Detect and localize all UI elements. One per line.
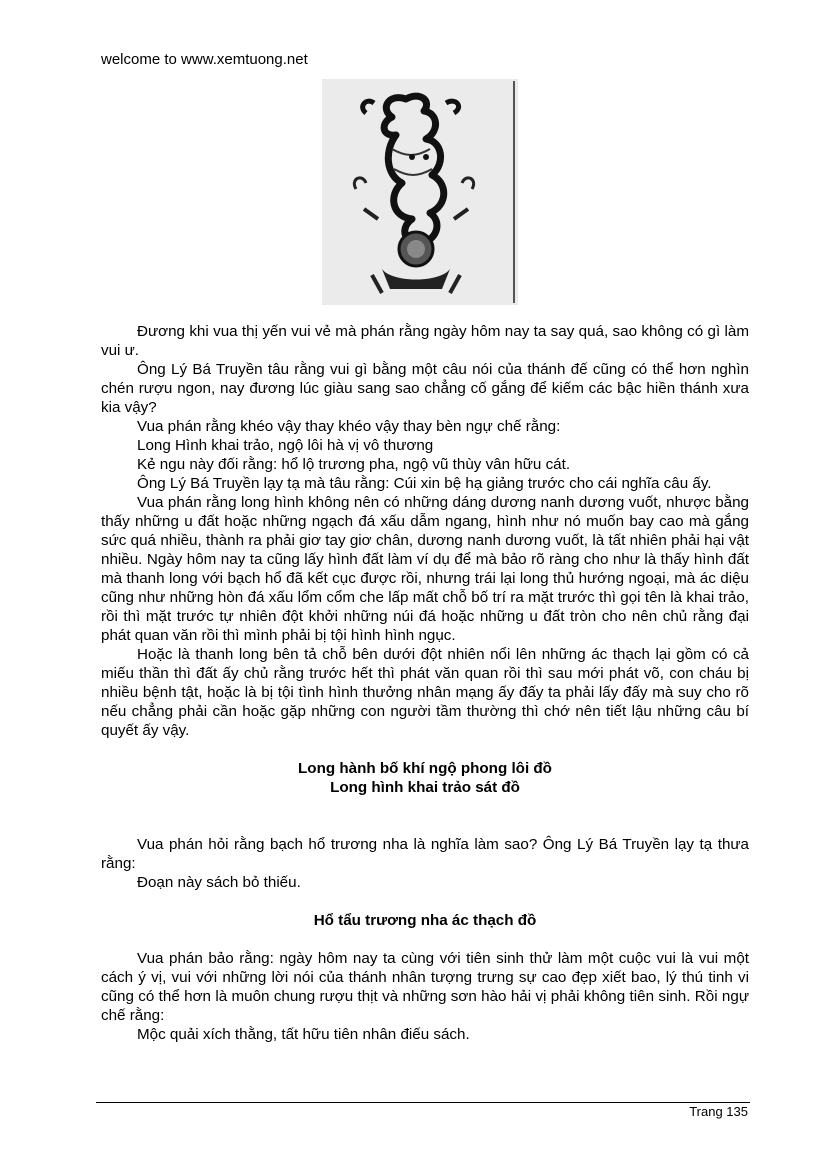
paragraph: Ông Lý Bá Truyền tâu rằng vui gì bằng một câu nói của thánh đế cũng có thể hơn nghìn chén rượu ngon, nay đương lúc giàu sang sao chẳng cố gắng để kiếm các bậc hiền thánh xưa kia vậy?	[101, 361, 749, 416]
paragraph: Hoặc là thanh long bên tả chỗ bên dưới đột nhiên nổi lên những ác thạch lại gồm có cả miếu thần thì đất ấy chủ rằng trước hết thì phát văn quan rồi thì sau mới phát võ, con cháu bị nhiều bệnh tật, hoặc là bị tội tình hình thưởng nhân mạng ấy đấy ta phải lấy đấy mà suy cho rõ nếu chẳng phải cần hoặc gặp những con người tầm thường thì chớ nên tiết lậu những câu bí quyết ấy vậy.	[101, 646, 749, 739]
paragraph: Vua phán rằng khéo vậy thay khéo vậy thay bèn ngự chế rằng:	[137, 418, 561, 435]
section-heading: Long hành bố khí ngộ phong lôi đồ	[298, 760, 552, 777]
paragraph: Kẻ ngu này đối rằng: hổ lộ trương pha, ngộ vũ thùy vân hữu cát.	[137, 456, 571, 473]
paragraph: Vua phán hỏi rằng bạch hổ trương nha là nghĩa làm sao? Ông Lý Bá Truyền lạy tạ thưa rằng:	[101, 836, 749, 872]
section-heading: Long hình khai trảo sát đồ	[330, 779, 520, 796]
talisman-drawing	[322, 79, 518, 305]
paragraph: Vua phán bảo rằng: ngày hôm nay ta cùng với tiên sinh thử làm một cuộc vui là vui một cách ý vị, vui với những lời nói của thánh nhân tượng trưng sự cao đẹp xiết bao, lý thú tinh vi cũng có thể hơn là muôn chung rượu thịt và những sơn hào hải vị phải không tiên sinh. Rồi ngự chế rằng:	[101, 950, 749, 1024]
page-number: Trang 135	[689, 1104, 748, 1119]
paragraph: Mộc quải xích thằng, tất hữu tiên nhân điếu sách.	[137, 1026, 470, 1043]
paragraph: Đoạn này sách bỏ thiếu.	[137, 874, 301, 891]
footer-divider	[96, 1102, 750, 1103]
paragraph: Ông Lý Bá Truyền lạy tạ mà tâu rằng: Cúi xin bệ hạ giảng trước cho cái nghĩa câu ấy.	[137, 475, 712, 492]
paragraph: Vua phán rằng long hình không nên có những dáng dương nanh dương vuốt, nhược bằng thấy những u đất hoặc những ngạch đá xấu dẫm ngang, hình như nó muốn bay cao mà gắng sức quá nhiều, thành ra phải giơ tay giơ chân, dương nanh dương vuốt, là tất nhiên phải hại vật nhiều. Ngày hôm nay ta cũng lấy hình đất làm ví dụ để mà bảo rõ ràng cho như là thấy hình đất mà thanh long với bạch hổ đã kết cục được rồi, nhưng trái lại long thủ hướng ngoại, mà ác diệu cũng như những hòn đá xấu lổm cổm che lấp mất chỗ bố trí ra mặt trước thì gọi tên là khai trảo, rồi thì mặt trước tự nhiên đột khởi những núi đá hoặc những u đất tròn cho nên chủ rằng đại phát quan văn rồi thì mình phải bị tội hình hình ngục.	[101, 494, 749, 644]
paragraph: Đương khi vua thị yến vui vẻ mà phán rằng ngày hôm nay ta say quá, sao không có gì làm vui ư.	[101, 323, 749, 359]
paragraph: Long Hình khai trảo, ngộ lôi hà vị vô thương	[137, 437, 434, 454]
site-header: welcome to www.xemtuong.net	[101, 51, 308, 68]
section-heading: Hổ tẩu trương nha ác thạch đồ	[313, 912, 537, 929]
dragon-talisman-illustration	[322, 79, 518, 305]
main-text	[101, 322, 749, 1044]
